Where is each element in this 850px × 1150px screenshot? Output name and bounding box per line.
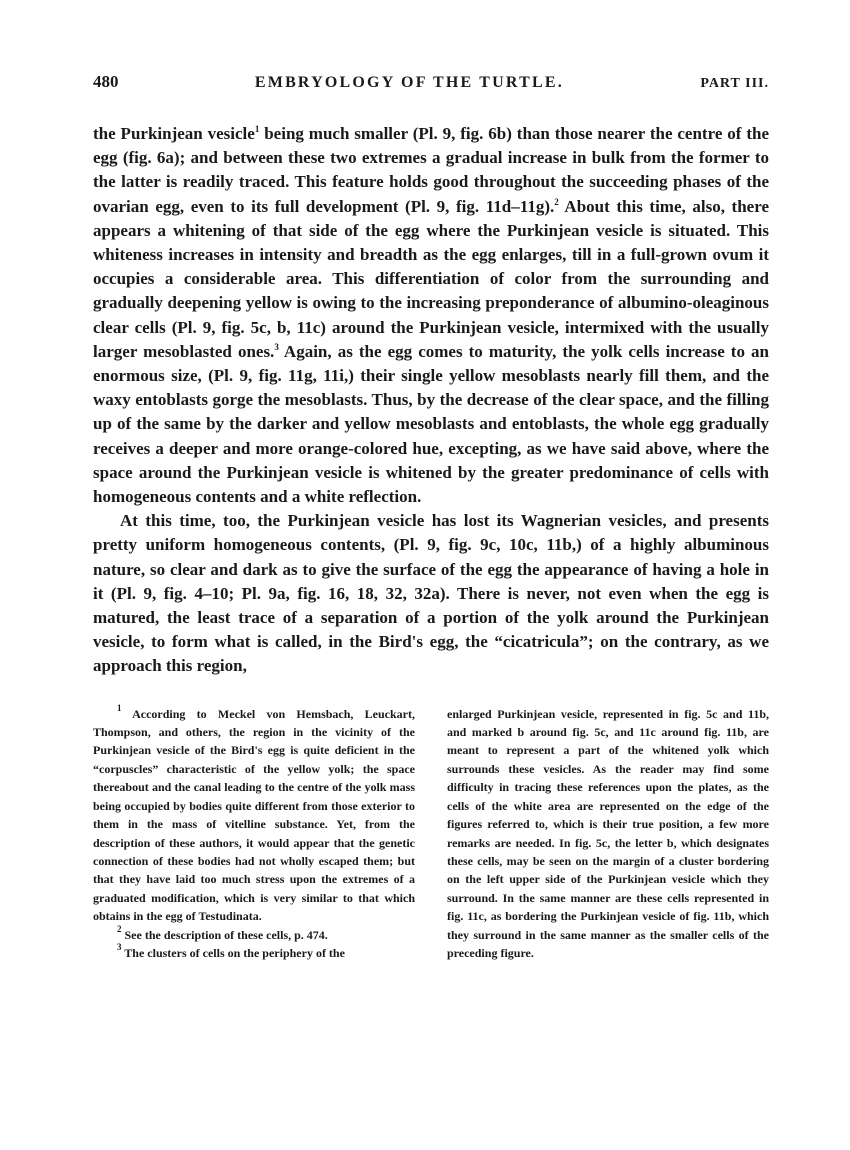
text-run: Again, as the egg comes to maturity, the yolk cells increase to an enormous size, (Pl. 9, fig. 11g, 11i,) their single yellow mesoblasts nearly fill them, and the waxy entoblasts gorge the mesoblasts. Thus, by the decrease of the clear space, and the filling up of the same by the darker and yellow mesoblasts and entoblasts, the whole egg gradually receives a deeper and more orange-colored hue, excepting, as we have said above, where the space around the Purkinjean vesicle is whitened by the greater predominance of cells with homogeneous contents and a white reflection. [93,341,769,507]
book-page [93,72,769,962]
footnote-text: The clusters of cells on the periphery of the [124,945,345,960]
paragraph-1 [93,122,769,509]
text-run: About this time, also, there appears a whitening of that side of the egg where the Purkinjean vesicle is situated. This whiteness increases in intensity and breadth as the egg enlarges, till in a full-grown ovum it occupies a considerable area. This differentiation of color from the surrounding and gradually deepening yellow is owing to the increasing preponderance of albumino-oleaginous clear cells (Pl. 9, fig. 5c, b, 11c) around the Purkinjean vesicle, intermixed with the usually larger mesoblasted ones. [93,196,769,361]
footnote-column-left [93,702,415,963]
footnote-ref-1: 1 [254,124,260,134]
footnote-column-right [447,705,769,963]
text-run: being much smaller (Pl. 9, fig. 6b) than those nearer the centre of the egg (fig. 6a); and between these two extremes a gradual increase in bulk from the former to the latter is readily traced. This feature holds good throughout the succeeding phases of the ovarian egg, even to its full development (Pl. 9, fig. 11d–11g). [93,124,769,216]
footnote-3-continued: enlarged Purkinjean vesicle, represented in fig. 5c and 11b, and marked b around fig. 5c, and 11c around fig. 11b, are meant to represent a part of the whitened yolk which surrounds these vesicles. As the reader may find some difficulty in tracing these references upon the plates, as the cells of the white area are represented on the edge of the figures referred to, which is their true position, a few more remarks are needed. In fig. 5c, the letter b, which designates these cells, may be seen on the margin of a cluster bordering on the left upper side of the Purkinjean vesicle which they surround. In the same manner are these cells represented in fig. 11c, as bordering the Purkinjean vesicle of fig. 11b, which they surround in the same manner as the smaller cells of the preceding figure. [447,706,769,960]
footnote-mark: 3 [117,941,122,952]
footnote-mark: 2 [117,923,122,934]
footnote-3-start [93,941,415,962]
body-text [93,122,769,679]
footnote-1 [93,702,415,926]
paragraph-2: At this time, too, the Purkinjean vesicle has lost its Wagnerian vesicles, and presents pretty uniform homogeneous contents, (Pl. 9, fig. 9c, 10c, 11b,) of a highly albuminous nature, so clear and dark as to give the surface of the egg the appearance of having a hole in it (Pl. 9, fig. 4–10; Pl. 9a, fig. 16, 18, 32, 32a). There is never, not even when the egg is matured, the least trace of a separation of a portion of the yolk around the Purkinjean vesicle, to form what is called, in the Bird's egg, the “cicatricula”; on the contrary, as we approach this region, [93,511,769,676]
footnotes [93,702,769,963]
footnote-2 [93,923,415,944]
running-title: EMBRYOLOGY OF THE TURTLE. [254,74,564,91]
running-head [93,72,769,104]
part-label: PART III. [700,76,769,91]
footnote-text: See the description of these cells, p. 474. [124,927,328,942]
footnote-ref-3: 3 [274,341,279,352]
footnote-mark: 1 [117,702,122,713]
text-run: the Purkinjean vesicle [93,124,255,143]
page-number: 480 [93,72,119,91]
footnote-ref-2: 2 [554,196,559,207]
footnote-text: According to Meckel von Hemsbach, Leuckart, Thompson, and others, the region in the vicinity of the Purkinjean vesicle of the Bird's egg is quite deficient in the “corpuscles” characteristic of the yellow yolk; the space thereabout and the canal leading to the centre of the yolk mass being occupied by bodies quite different from those exterior to them in the mass of vitelline substance. Yet, from the description of these authors, it would appear that the genetic connection of these bodies had not wholly escaped them; but that they have laid too much stress upon the extremes of a graduated modification, which is very similar to that which obtains in the egg of Testudinata. [93,706,415,924]
